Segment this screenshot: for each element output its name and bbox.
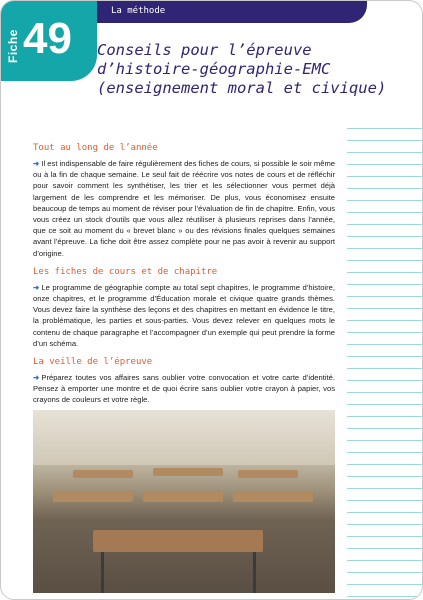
paragraph-text: Le programme de géographie compte au total sept chapitres, le programme d’histoire, onze chapitres, et le programme d’Éducation morale et civique quatre grands thèmes. Vous devez faire la synthèse des leçons et des chapitres en mettant en évidence le titre, la problématique, les parties et sous-parties. Vous devez relever en quelques mots le contenu de chaque paragraphe et l’accompagner d’un exemple qui peut prendre la forme d’un schéma. [33,282,335,348]
page-title [97,41,417,98]
fiche-number: 49 [23,14,72,63]
photo-desk [238,470,298,478]
photo-desk-leg [101,552,104,593]
arrow-right-icon: ➜ [33,282,40,292]
section-heading: La veille de l’épreuve [33,357,153,368]
section-paragraph [33,158,335,259]
section-label: La méthode [111,6,166,16]
classroom-photo [33,410,335,593]
title-line-1: Conseils pour l’épreuve [97,41,312,59]
section-paragraph [33,372,335,406]
photo-desk [93,530,263,552]
section-header-bar [97,1,367,23]
section-paragraph [33,282,335,349]
arrow-right-icon: ➜ [33,159,40,168]
title-line-3: (enseignement moral et civique) [97,79,387,97]
arrow-right-icon: ➜ [33,373,40,383]
paragraph-text: Il est indispensable de faire régulièrement des fiches de cours, si possible le soir même ou à la fin de chaque semaine. Le seul fait de réécrire vos notes de cours et de réfléchir pour savoir comment les synthétiser, les trier et les sélectionner vous permet déjà largement de les comprendre et les mémoriser. De plus, vous économisez ensuite beaucoup de temps au moment de réviser pour l’évaluation de fin de chapitre. Enfin, vous vous créez un stock d’outils que vous allez réutiliser à plusieurs reprises dans l’année, que ce soit au moment du « brevet blanc » ou des révisions finales quelques semaines avant l’épreuve. La fiche doit être assez complète pour ne pas avoir à revenir au support d’origine. [33,159,335,258]
paragraph-text: Préparez toutes vos affaires sans oublier votre convocation et votre carte d’identité. Pensez à emporter une montre et de quoi écrire sans oublier votre crayon à papier, vos crayons de couleurs et votre règle. [33,373,335,405]
photo-wall [33,410,335,465]
notes-lines [347,117,422,599]
photo-desk [233,492,313,502]
photo-desk [73,470,133,478]
fiche-label: Fiche [6,29,20,63]
section-heading: Les fiches de cours et de chapitre [33,266,218,277]
fiche-badge [1,1,97,81]
photo-desk-leg [253,552,256,593]
main-content [33,143,335,414]
photo-desk [153,468,223,476]
photo-desk [53,492,133,502]
section-heading: Tout au long de l’année [33,143,158,153]
photo-desk [143,492,223,502]
title-line-2: d’histoire-géographie-EMC [97,60,331,78]
